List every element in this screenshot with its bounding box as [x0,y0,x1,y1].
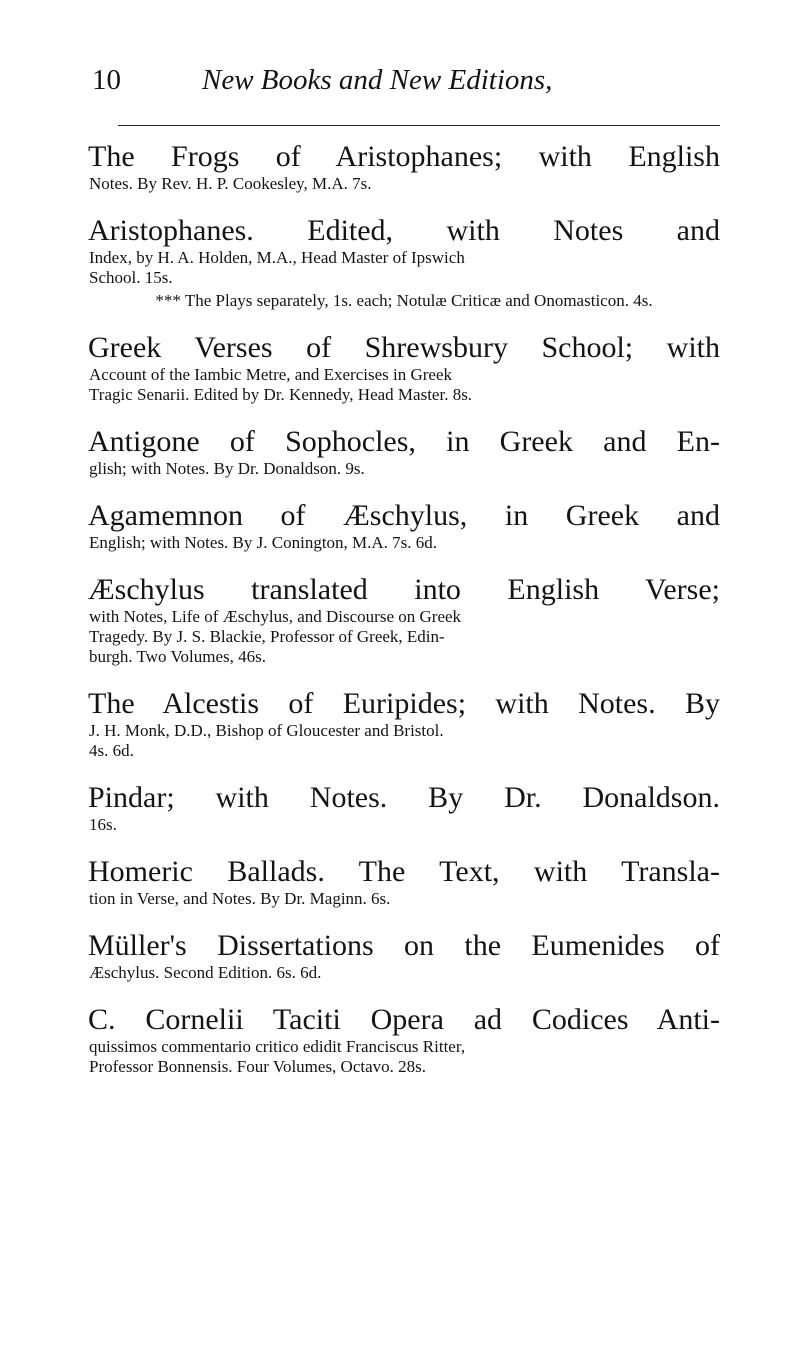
page-number: 10 [92,64,121,96]
entry-body-line: 4s. 6d. [89,741,134,760]
entry-body-line: burgh. Two Volumes, 46s. [89,647,267,666]
book-entry [88,1003,720,1077]
entry-title: C. Cornelii Taciti Opera ad Codices Anti- [88,1003,720,1036]
book-list [88,140,720,1097]
entry-body-line: J. H. Monk, D.D., Bishop of Gloucester and Bristol. [89,721,444,740]
entry-body-line: Account of the Iambic Metre, and Exercises in Greek [89,365,452,384]
entry-title: Æschylus translated into English Verse; [88,573,720,606]
entry-title: Greek Verses of Shrewsbury School; with [88,331,720,364]
entry-body-line: Æschylus. Second Edition. 6s. 6d. [89,963,322,982]
entry-body-line: Index, by H. A. Holden, M.A., Head Master of Ipswich [89,248,465,267]
entry-title: Müller's Dissertations on the Eumenides of [88,929,720,962]
book-entry [88,929,720,983]
entry-body-line: Tragic Senarii. Edited by Dr. Kennedy, Head Master. 8s. [89,385,473,404]
book-entry [88,140,720,194]
book-entry [88,687,720,761]
running-head [92,62,722,102]
entry-body-line: Tragedy. By J. S. Blackie, Professor of Greek, Edin- [89,627,445,646]
entry-body-line: Professor Bonnensis. Four Volumes, Octavo. 28s. [89,1057,427,1076]
book-entry [88,499,720,553]
running-title: New Books and New Editions, [202,64,553,96]
entry-title: Homeric Ballads. The Text, with Transla- [88,855,720,888]
entry-title: Aristophanes. Edited, with Notes and [88,214,720,247]
book-entry [88,573,720,667]
entry-body-line: 16s. [89,815,117,834]
entry-body-line: English; with Notes. By J. Conington, M.A. 7s. 6d. [89,533,438,552]
entry-note: *** The Plays separately, 1s. each; Notulæ Criticæ and Onomasticon. 4s. [155,291,653,310]
entry-body-line: School. 15s. [89,268,173,287]
entry-title: Pindar; with Notes. By Dr. Donaldson. [88,781,720,814]
entry-title: Antigone of Sophocles, in Greek and En- [88,425,720,458]
entry-body-line: tion in Verse, and Notes. By Dr. Maginn. 6s. [89,889,391,908]
book-entry [88,214,720,311]
entry-body-line: glish; with Notes. By Dr. Donaldson. 9s. [89,459,365,478]
entry-body-line: quissimos commentario critico edidit Franciscus Ritter, [89,1037,466,1056]
entry-title: The Alcestis of Euripides; with Notes. By [88,687,720,720]
book-entry [88,425,720,479]
entry-title: Agamemnon of Æschylus, in Greek and [88,499,720,532]
entry-body-line: Notes. By Rev. H. P. Cookesley, M.A. 7s. [89,174,372,193]
header-rule [118,125,720,126]
book-entry [88,855,720,909]
entry-body-line: with Notes, Life of Æschylus, and Discourse on Greek [89,607,462,626]
entry-title: The Frogs of Aristophanes; with English [88,140,720,173]
book-entry [88,781,720,835]
book-entry [88,331,720,405]
